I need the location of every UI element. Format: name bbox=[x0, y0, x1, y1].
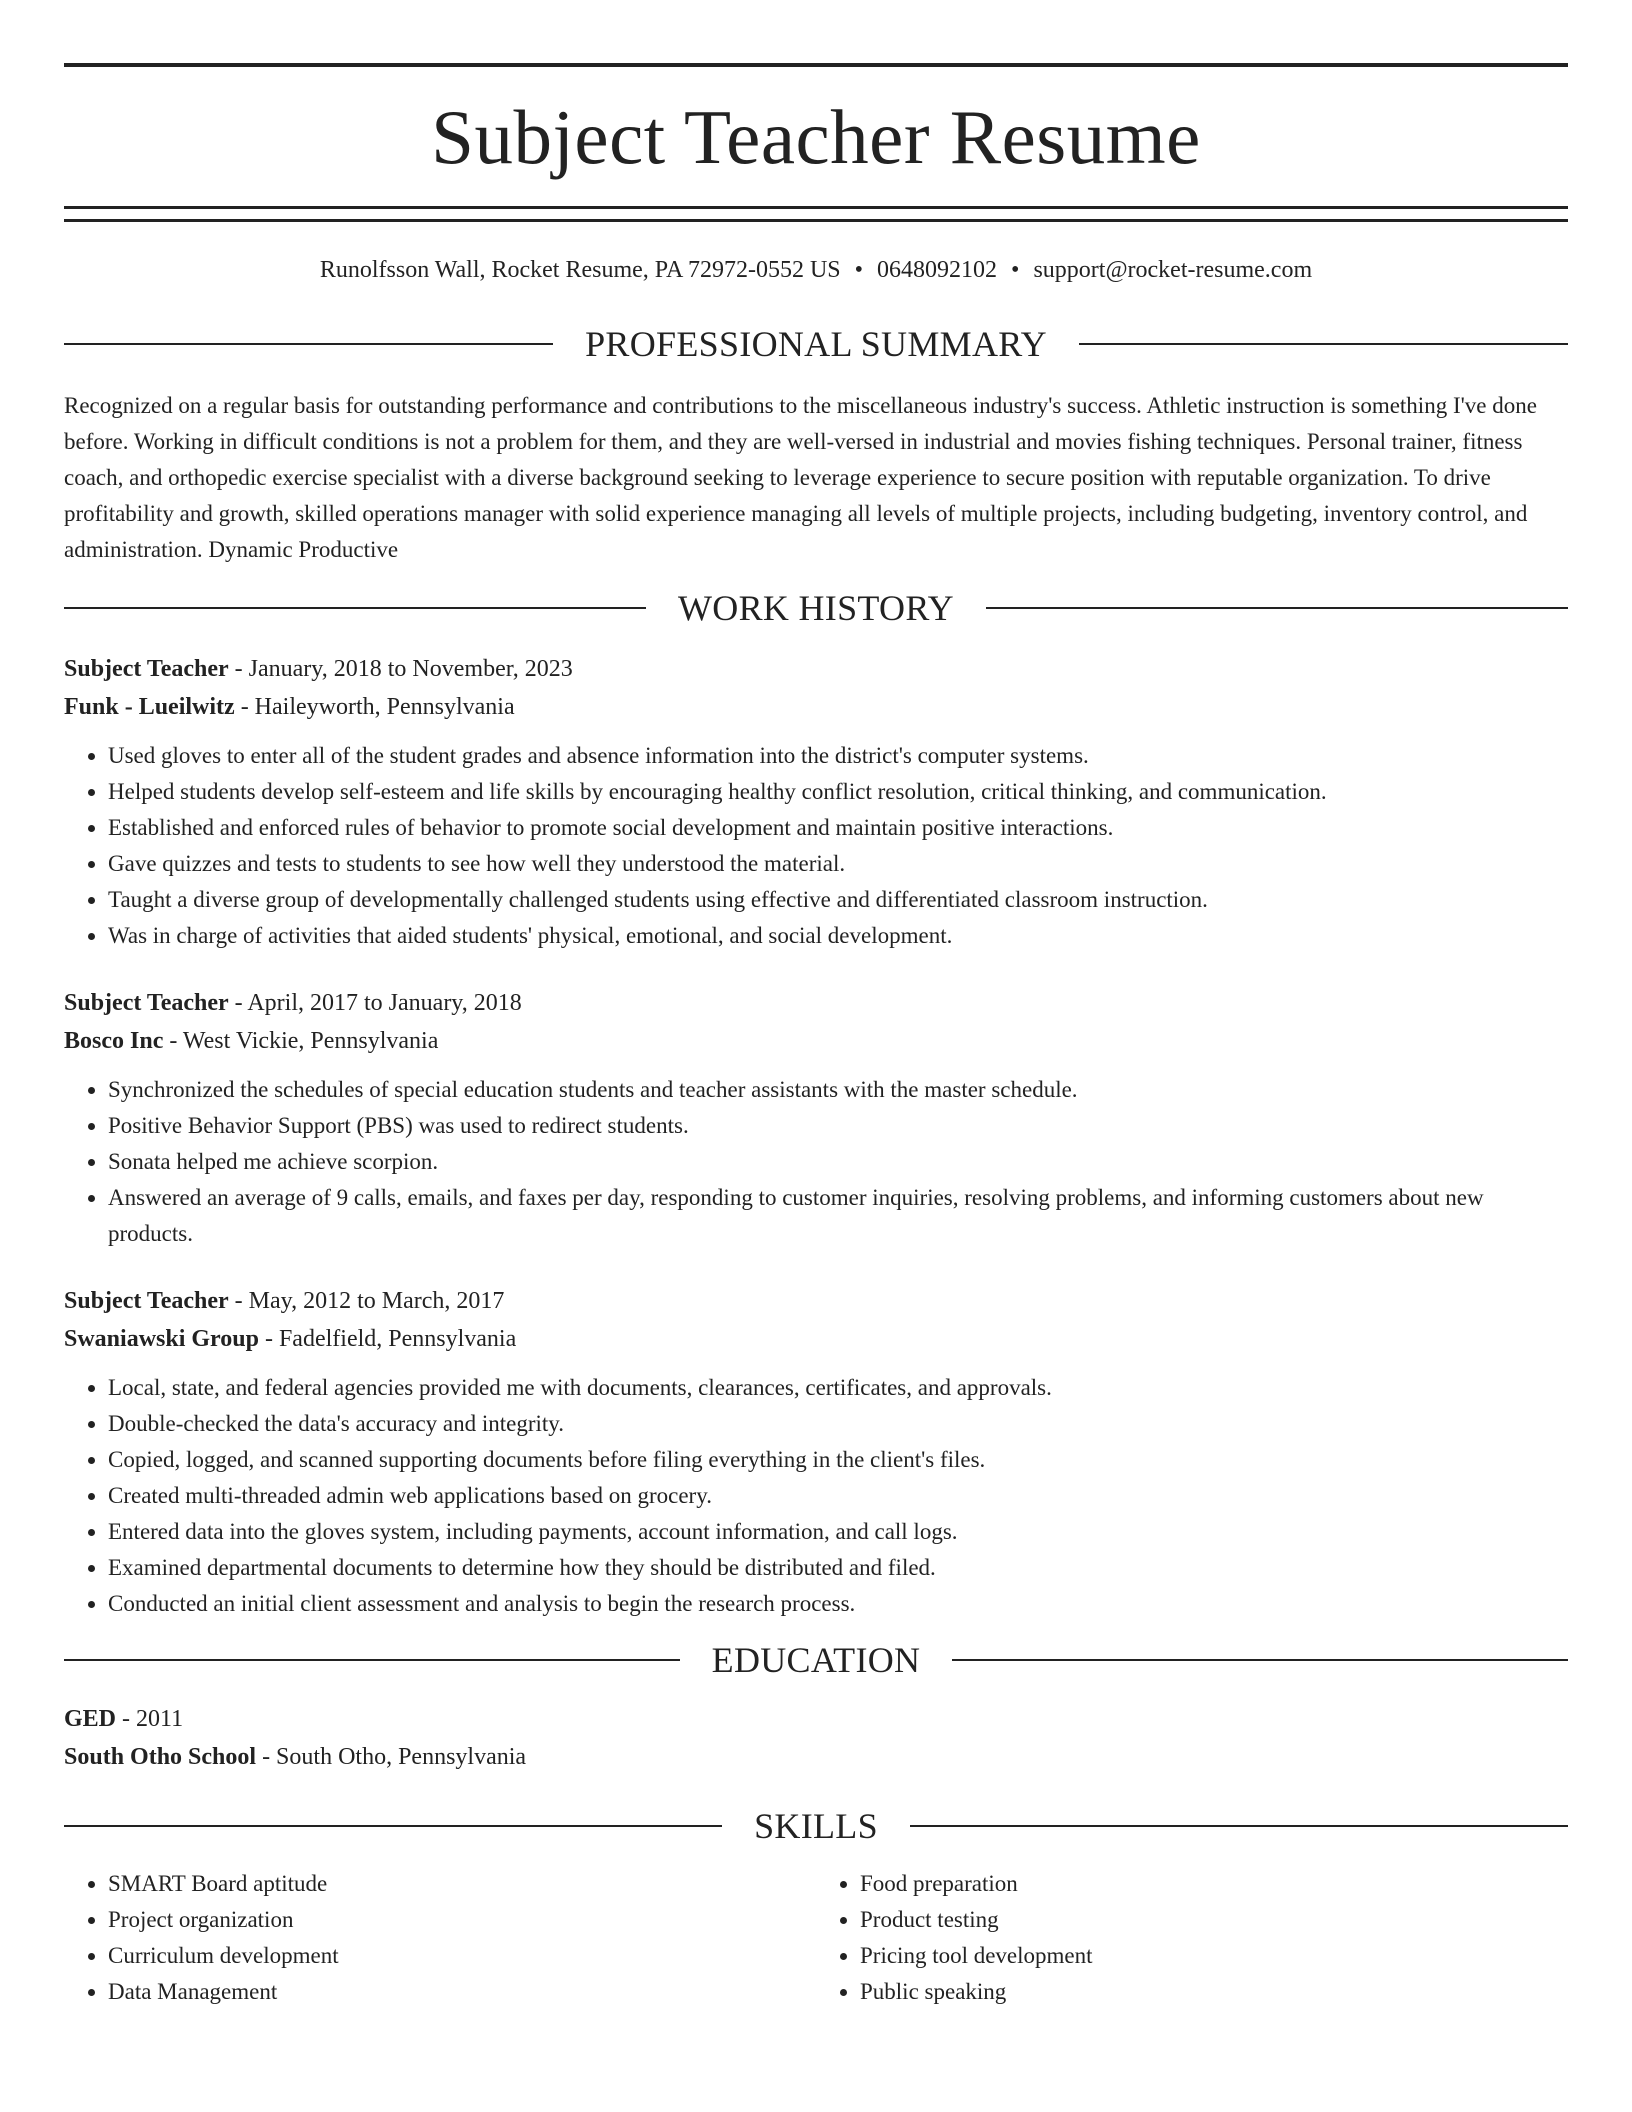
summary-text: Recognized on a regular basis for outstanding performance and contributions to the miscellaneous industry's success. Athletic instruction is something I've done before. Working in difficult conditions is not a problem for them, and they are well-versed in industrial and movies fishing techniques. Personal trainer, fitness coach, and orthopedic exercise specialist with a diverse background seeking to leverage experience to secure position with reputable organization. To drive profitability and growth, skilled operations manager with solid experience managing all levels of multiple projects, including budgeting, inventory control, and administration. Dynamic Productive bbox=[64, 393, 1537, 562]
job-company-line bbox=[64, 1320, 1568, 1358]
list-item: • Double-checked the data's accuracy and integrity. bbox=[108, 1406, 1568, 1442]
list-item: • Examined departmental documents to determine how they should be distributed and filed. bbox=[108, 1550, 1568, 1586]
job-entry bbox=[64, 650, 1568, 954]
list-item: • Helped students develop self-esteem and life skills by encouraging healthy conflict resolution, critical thinking, and communication. bbox=[108, 774, 1568, 810]
job-location: - Fadelfield, Pennsylvania bbox=[258, 1326, 517, 1352]
job-company: Swaniawski Group bbox=[64, 1326, 259, 1352]
job-location: - Haileyworth, Pennsylvania bbox=[234, 694, 515, 720]
heading-rule-left bbox=[64, 343, 553, 345]
list-item: • Pricing tool development bbox=[860, 1938, 1568, 1974]
job-dates: - January, 2018 to November, 2023 bbox=[228, 656, 573, 682]
job-title: Subject Teacher bbox=[64, 1288, 229, 1314]
heading-rule-left bbox=[64, 1659, 680, 1661]
heading-rule-right bbox=[910, 1825, 1568, 1827]
education-degree: GED bbox=[64, 1706, 117, 1732]
education-location: - South Otho, Pennsylvania bbox=[256, 1744, 527, 1770]
section-heading-summary bbox=[64, 326, 1568, 362]
list-item: • Product testing bbox=[860, 1902, 1568, 1938]
education-school-line bbox=[64, 1738, 1568, 1776]
job-duties bbox=[64, 1370, 1568, 1622]
job-dates: - April, 2017 to January, 2018 bbox=[228, 990, 522, 1016]
list-item: • Curriculum development bbox=[108, 1938, 816, 1974]
skills-list-right bbox=[816, 1866, 1568, 2010]
section-title: WORK HISTORY bbox=[678, 588, 954, 628]
list-item: • Taught a diverse group of developmentally challenged students using effective and differentiated classroom instruction. bbox=[108, 882, 1568, 918]
skills-columns bbox=[64, 1866, 1568, 2010]
list-item: • Gave quizzes and tests to students to see how well they understood the material. bbox=[108, 846, 1568, 882]
contact-address: Runolfsson Wall, Rocket Resume, PA 72972-0552 US bbox=[319, 257, 841, 283]
job-company: Bosco Inc bbox=[64, 1028, 164, 1054]
heading-rule-left bbox=[64, 1825, 722, 1827]
contact-email: support@rocket-resume.com bbox=[1033, 257, 1313, 283]
list-item: • Local, state, and federal agencies provided me with documents, clearances, certificates, and approvals. bbox=[108, 1370, 1568, 1406]
section-title: SKILLS bbox=[754, 1806, 878, 1846]
job-company-line bbox=[64, 688, 1568, 726]
job-title-line bbox=[64, 984, 1568, 1022]
contact-separator: • bbox=[854, 257, 864, 283]
job-title-line bbox=[64, 650, 1568, 688]
list-item: • SMART Board aptitude bbox=[108, 1866, 816, 1902]
list-item: • Sonata helped me achieve scorpion. bbox=[108, 1144, 1568, 1180]
job-entry bbox=[64, 1282, 1568, 1622]
section-title: PROFESSIONAL SUMMARY bbox=[585, 324, 1047, 364]
list-item: • Positive Behavior Support (PBS) was used to redirect students. bbox=[108, 1108, 1568, 1144]
skills-list-left bbox=[64, 1866, 816, 2010]
job-company: Funk - Lueilwitz bbox=[64, 694, 235, 720]
job-title: Subject Teacher bbox=[64, 656, 229, 682]
job-title-line bbox=[64, 1282, 1568, 1320]
heading-rule-right bbox=[986, 607, 1568, 609]
section-heading-education bbox=[64, 1642, 1568, 1678]
education-year: - 2011 bbox=[116, 1706, 184, 1732]
education-degree-line bbox=[64, 1700, 1568, 1738]
heading-rule-left bbox=[64, 607, 646, 609]
job-title: Subject Teacher bbox=[64, 990, 229, 1016]
top-rule bbox=[64, 63, 1568, 67]
list-item: • Established and enforced rules of behavior to promote social development and maintain positive interactions. bbox=[108, 810, 1568, 846]
list-item: • Conducted an initial client assessment and analysis to begin the research process. bbox=[108, 1586, 1568, 1622]
contact-line bbox=[64, 258, 1568, 282]
job-dates: - May, 2012 to March, 2017 bbox=[228, 1288, 505, 1314]
list-item: • Data Management bbox=[108, 1974, 816, 2010]
list-item: • Was in charge of activities that aided students' physical, emotional, and social development. bbox=[108, 918, 1568, 954]
education-entry bbox=[64, 1700, 1568, 1776]
job-duties bbox=[64, 1072, 1568, 1252]
list-item: • Public speaking bbox=[860, 1974, 1568, 2010]
work-history-list bbox=[64, 650, 1568, 1622]
list-item: • Copied, logged, and scanned supporting documents before filing everything in the client's files. bbox=[108, 1442, 1568, 1478]
list-item: • Created multi-threaded admin web applications based on grocery. bbox=[108, 1478, 1568, 1514]
section-heading-skills bbox=[64, 1808, 1568, 1844]
list-item: • Project organization bbox=[108, 1902, 816, 1938]
section-title: EDUCATION bbox=[711, 1640, 921, 1680]
section-heading-work bbox=[64, 590, 1568, 626]
list-item: • Synchronized the schedules of special education students and teacher assistants with the master schedule. bbox=[108, 1072, 1568, 1108]
page-title: Subject Teacher Resume bbox=[431, 94, 1201, 180]
contact-phone: 0648092102 bbox=[877, 257, 998, 283]
heading-rule-right bbox=[952, 1659, 1568, 1661]
list-item: • Answered an average of 9 calls, emails, and faxes per day, responding to customer inquiries, resolving problems, and informing customers about new products. bbox=[108, 1180, 1568, 1252]
list-item: • Entered data into the gloves system, including payments, account information, and call logs. bbox=[108, 1514, 1568, 1550]
education-school: South Otho School bbox=[64, 1744, 257, 1770]
contact-separator: • bbox=[1011, 257, 1020, 283]
job-company-line bbox=[64, 1022, 1568, 1060]
job-duties bbox=[64, 738, 1568, 954]
list-item: • Used gloves to enter all of the student grades and absence information into the district's computer systems. bbox=[108, 738, 1568, 774]
list-item: • Food preparation bbox=[860, 1866, 1568, 1902]
job-entry bbox=[64, 984, 1568, 1252]
job-location: - West Vickie, Pennsylvania bbox=[163, 1028, 439, 1054]
heading-rule-right bbox=[1079, 343, 1568, 345]
title-double-rule bbox=[64, 206, 1568, 222]
